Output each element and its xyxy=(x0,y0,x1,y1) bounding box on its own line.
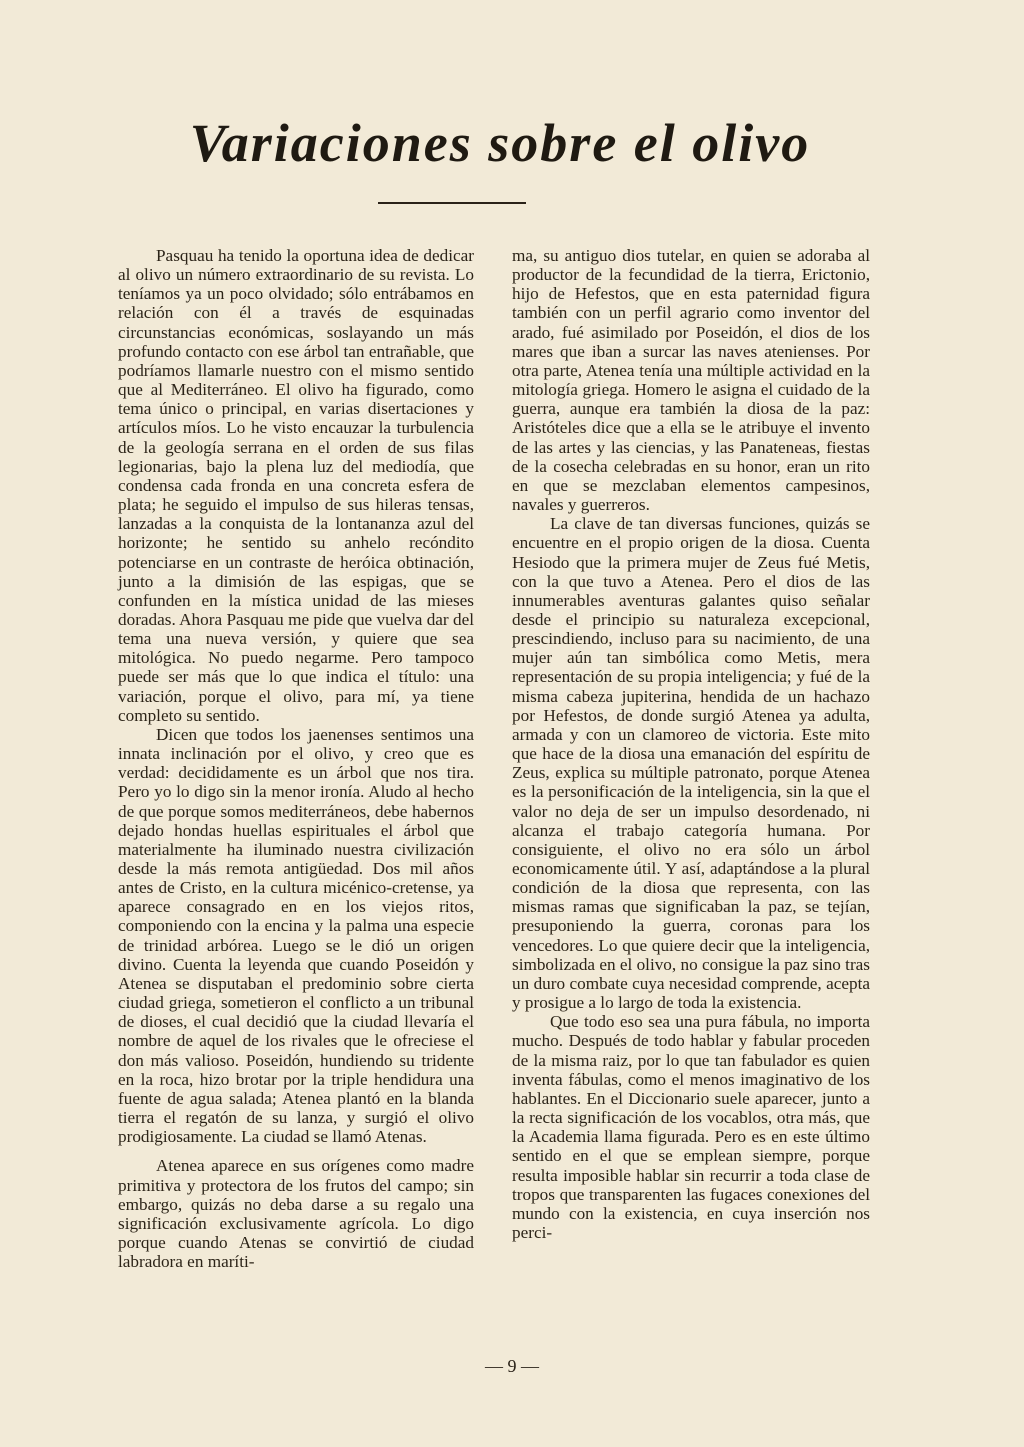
paragraph: La clave de tan diversas funciones, quizás se encuentre en el propio origen de la diosa. Cuenta Hesiodo que la primera mujer de Zeus fué Metis, con la que tuvo a Atenea. Pero el dios de las innumerables aventuras galantes quiso señalar desde el principio su naturaleza excepcional, prescindiendo, incluso para su nacimiento, de una mujer aún tan simbólica como Metis, mera representación de su propia inteligencia; y fué de la misma cabeza jupiterina, hendida de un hachazo por Hefestos, de donde surgió Atenea ya adulta, armada y con un clamoreo de victoria. Este mito que hace de la diosa una emanación del espíritu de Zeus, explica su múltiple patronato, porque Atenea es la personificación de la inteligencia, sin la que el valor no deja de ser un impulso desordenado, ni alcanza el trabajo categoría humana. Por consiguiente, el olivo no era sólo un árbol economicamente útil. Y así, adaptándose a la plural condición de la diosa que representa, con las mismas ramas que significaban la paz, se tejían, presuponiendo la guerra, coronas para los vencedores. Lo que quiere decir que la inteligencia, simbolizada en el olivo, no consigue la paz sino tras un duro combate cuya necesidad comprende, acepta y prosigue a lo largo de toda la existencia. xyxy=(512,514,870,1013)
page-number: — 9 — xyxy=(485,1356,539,1376)
article-title: Variaciones sobre el olivo xyxy=(189,113,811,173)
paragraph: ma, su antiguo dios tutelar, en quien se adoraba al productor de la fecundidad de la tierra, Erictonio, hijo de Hefestos, que en esta paternidad figura también con un perfil agrario como inventor del arado, fué asimilado por Poseidón, el dios de los mares que iban a surcar las naves atenienses. Por otra parte, Atenea tenía una múltiple actividad en la mitología griega. Homero le asigna el cuidado de la guerra, aunque era también la diosa de la paz: Aristóteles dice que a ella se le atribuye el invento de las artes y las ciencias, y las Panateneas, fiestas de la cosecha celebradas en su honor, eran un rito en que se mezclaban elementos campesinos, navales y guerreros. xyxy=(512,246,870,515)
title-rule xyxy=(378,202,526,204)
right-column xyxy=(512,246,870,1242)
paragraph: Dicen que todos los jaenenses sentimos una innata inclinación por el olivo, y creo que es verdad: decididamente es un árbol que nos tira. Pero yo lo digo sin la menor ironía. Aludo al hecho de que porque somos mediterráneos, debe habernos dejado hondas huellas espirituales el árbol que materialmente ha iluminado nuestra civilización desde la más remota antigüedad. Dos mil años antes de Cristo, en la cultura micénico-cretense, ya aparece consagrado en en los viejos ritos, componiendo con la encina y la palma una especie de trinidad arbórea. Luego se le dió un origen divino. Cuenta la leyenda que cuando Poseidón y Atenea se disputaban el predominio sobre cierta ciudad griega, sometieron el conflicto a un tribunal de dioses, el cual decidió que la ciudad llevaría el nombre de aquel de los rivales que le ofreciese el don más valioso. Poseidón, hundiendo su tridente en la roca, hizo brotar por la triple hendidura una fuente de agua salada; Atenea plantó en la blanda tierra el regatón de su lanza, y surgió el olivo prodigiosamente. La ciudad se llamó Atenas. xyxy=(118,724,474,1147)
paragraph: Pasquau ha tenido la oportuna idea de dedicar al olivo un número extraordinario de su revista. Lo teníamos ya un poco olvidado; sólo entrábamos en relación con él a través de esquinadas circunstancias económicas, soslayando un más profundo contacto con ese árbol tan entrañable, que podríamos llamarle nuestro con el mismo sentido que al Mediterráneo. El olivo ha figurado, como tema único o principal, en varias disertaciones y artículos míos. Lo he visto encauzar la turbulencia de la geología serrana en el orden de sus filas legionarias, bajo la plena luz del mediodía, que condensa cada fronda en una concreta esfera de plata; he seguido el impulso de sus hileras tensas, lanzadas a la conquista de la lontananza azul del horizonte; he sentido su anhelo recóndito potenciarse en un contraste de heróica obtinación, junto a la dimisión de las espigas, que se confunden en la mística unidad de las mieses doradas. Ahora Pasquau me pide que vuelva dar del tema una nueva versión, y quiere que sea mitológica. No puedo negarme. Pero tampoco puede ser más que lo que indica el título: una variación, porque el olivo, para mí, ya tiene completo su sentido. xyxy=(118,246,474,725)
paragraph: Que todo eso sea una pura fábula, no importa mucho. Después de todo hablar y fabular proceden de la misma raiz, por lo que tan fabulador es quien inventa fábulas, como el menos imaginativo de los hablantes. En el Diccionario suele aparecer, junto a la recta significación de los vocablos, otra más, que la Academia llama figurada. Pero es en este último sentido en el que se emplean siempre, porque resulta imposible hablar sin recurrir a toda clase de tropos que transparenten las fugaces conexiones del mundo con la existencia, en cuya inserción nos perci- xyxy=(512,1012,870,1242)
left-column xyxy=(118,246,474,1271)
paragraph: Atenea aparece en sus orígenes como madre primitiva y protectora de los frutos del campo; sin embargo, quizás no deba darse a su regalo una significación exclusivamente agrícola. Lo digo porque cuando Atenas se convirtió de ciudad labradora en maríti- xyxy=(118,1156,474,1272)
